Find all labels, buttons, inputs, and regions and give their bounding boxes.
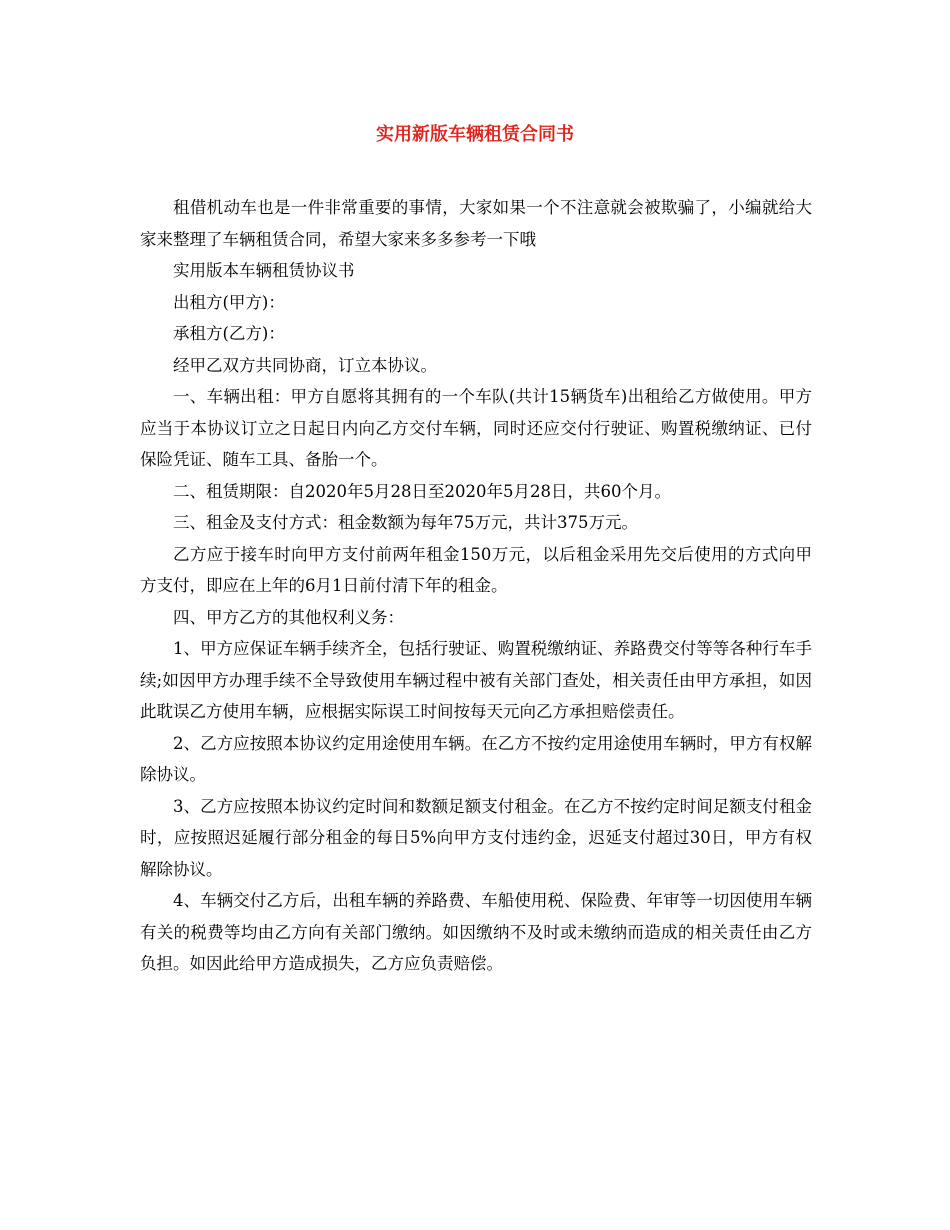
intro-paragraph: 租借机动车也是一件非常重要的事情，大家如果一个不注意就会被欺骗了，小编就给大家来整理了车辆租赁合同，希望大家来多多参考一下哦: [140, 198, 812, 249]
clause-item-3: 3、乙方应按照本协议约定时间和数额足额支付租金。在乙方不按约定时间足额支付租金时，应按照迟延履行部分租金的每日5%向甲方支付违约金，迟延支付超过30日，甲方有权解除协议。: [140, 796, 812, 879]
lessor-line: 出租方(甲方)：: [173, 292, 285, 312]
clause-rent-payment: 三、租金及支付方式：租金数额为每年75万元，共计375万元。: [173, 513, 638, 532]
document-title: 实用新版车辆租赁合同书: [376, 124, 574, 145]
clause-other-rights-heading: 四、甲方乙方的其他权利义务：: [173, 607, 404, 627]
document-body: [140, 192, 812, 980]
clause-item-4: 4、车辆交付乙方后，出租车辆的养路费、车船使用税、保险费、年审等一切因使用车辆有关的税费等均由乙方向有关部门缴纳。如因缴纳不及时或未缴纳而造成的相关责任由乙方负担。如因此给甲方造成损失，乙方应负责赔偿。: [140, 891, 812, 973]
clause-item-1: 1、甲方应保证车辆手续齐全，包括行驶证、购置税缴纳证、养路费交付等等各种行车手续;如因甲方办理手续不全导致使用车辆过程中被有关部门查处，相关责任由甲方承担，如因此耽误乙方使用车辆，应根据实际误工时间按每天元向乙方承担赔偿责任。: [140, 639, 812, 721]
lessee-line: 承租方(乙方)：: [173, 324, 285, 343]
clause-item-2: 2、乙方应按照本协议约定用途使用车辆。在乙方不按约定用途使用车辆时，甲方有权解除协议。: [140, 733, 812, 784]
clause-lease-term: 二、租赁期限：自2020年5月28日至2020年5月28日，共60个月。: [173, 481, 671, 501]
agreement-heading: 实用版本车辆租赁协议书: [173, 261, 355, 280]
agreement-preamble: 经甲乙双方共同协商，订立本协议。: [173, 355, 437, 375]
clause-rent-payment-detail: 乙方应于接车时向甲方支付前两年租金150万元，以后租金采用先交后使用的方式向甲方支付，即应在上年的6月1日前付清下年的租金。: [140, 544, 812, 595]
clause-vehicle-rental: 一、车辆出租：甲方自愿将其拥有的一个车队(共计15辆货车)出租给乙方做使用。甲方应当于本协议订立之日起日内向乙方交付车辆，同时还应交付行驶证、购置税缴纳证、已付保险凭证、随车工具、备胎一个。: [140, 387, 812, 469]
